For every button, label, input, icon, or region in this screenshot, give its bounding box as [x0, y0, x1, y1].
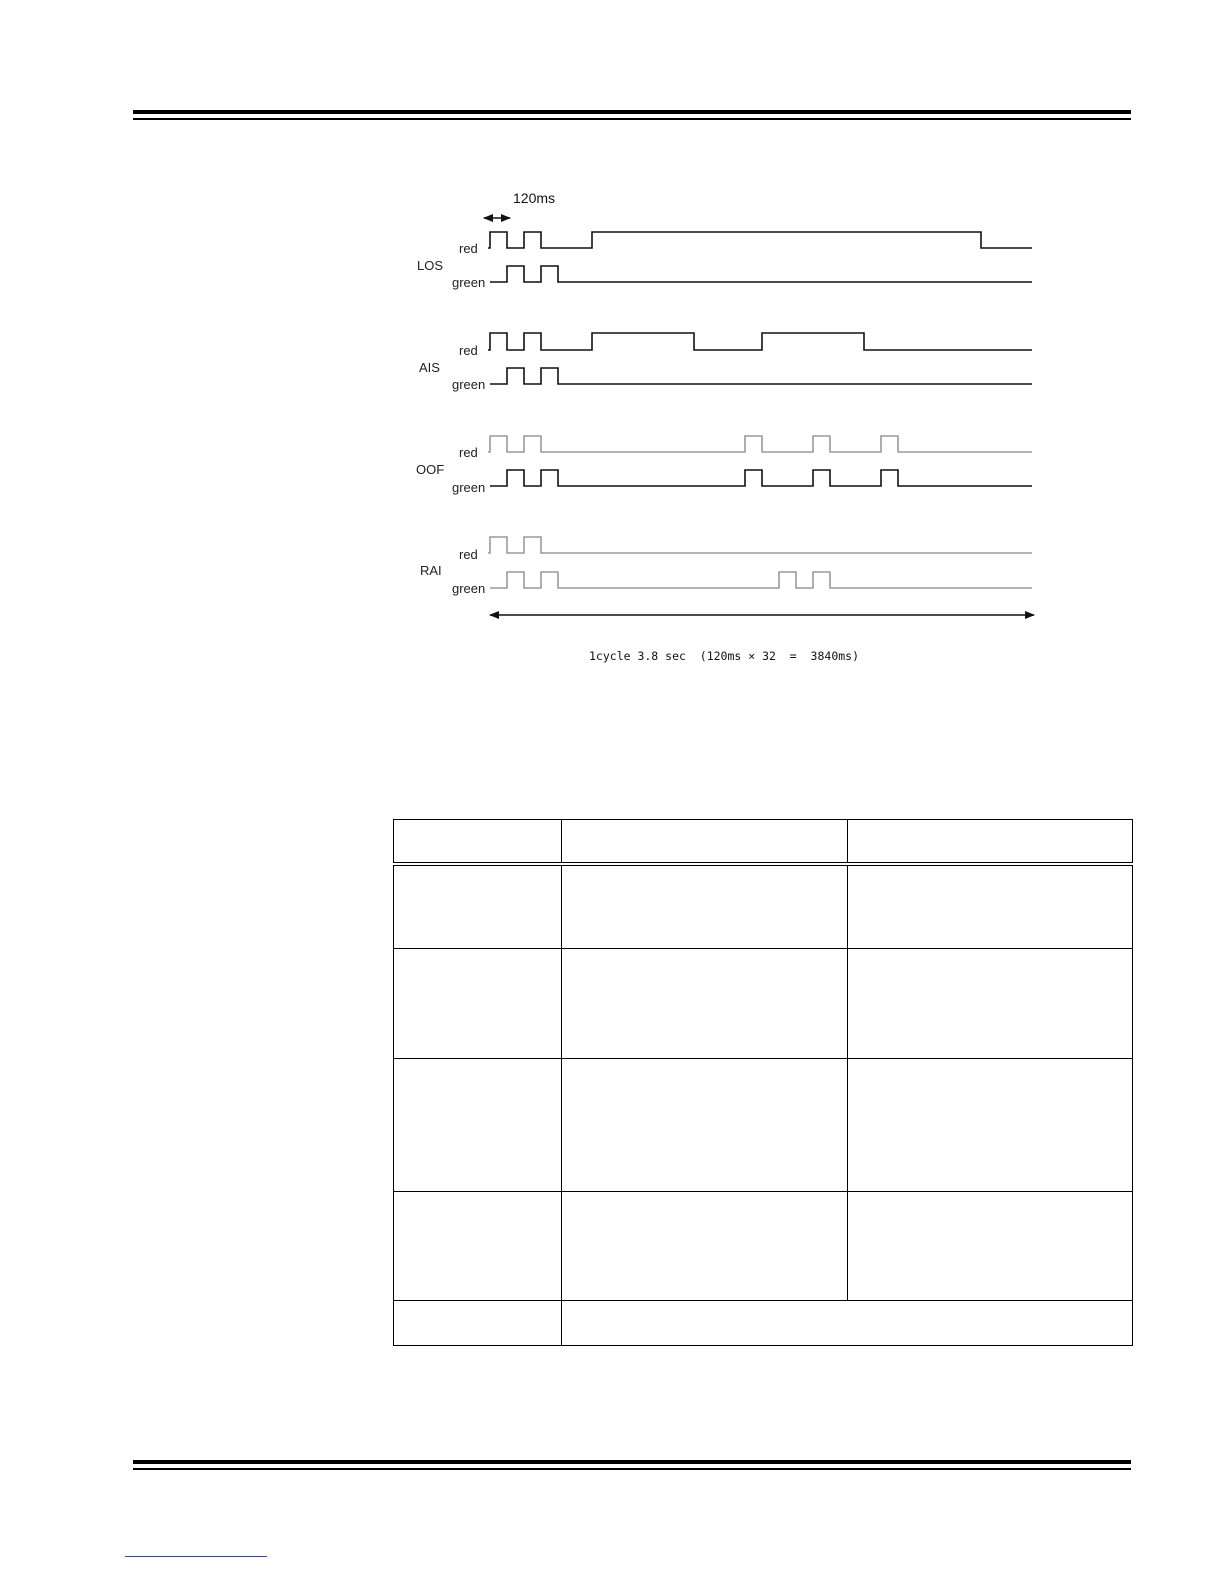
table-row — [394, 1058, 1133, 1191]
waveform-oof-red — [488, 436, 1032, 452]
table-cell — [848, 864, 1133, 948]
table-cell — [562, 948, 848, 1058]
table-cell — [394, 820, 562, 865]
signal-label-oof-green: green — [452, 480, 486, 495]
led-status-table — [393, 819, 1133, 1346]
footer-link-underline[interactable] — [125, 1556, 267, 1557]
signal-label-rai-red: red — [459, 547, 478, 562]
waveform-rai-red — [488, 537, 1032, 553]
table-row — [394, 1300, 1133, 1345]
period-label: 120ms — [513, 190, 556, 206]
waveform-oof-green — [490, 470, 1032, 486]
led-timing-diagram — [0, 0, 1224, 700]
waveform-los-red — [488, 232, 1032, 248]
signal-label-los-red: red — [459, 241, 478, 256]
table-row — [394, 864, 1133, 948]
table-cell — [848, 948, 1133, 1058]
group-label-ais: AIS — [419, 360, 440, 375]
table-cell — [394, 864, 562, 948]
table-cell — [562, 1191, 848, 1300]
waveform-ais-red — [488, 333, 1032, 350]
table-cell — [848, 1191, 1133, 1300]
table-cell — [562, 1300, 1133, 1345]
group-label-los: LOS — [417, 258, 444, 273]
signal-label-ais-green: green — [452, 377, 486, 392]
table-row — [394, 948, 1133, 1058]
signal-label-oof-red: red — [459, 445, 478, 460]
signal-label-rai-green: green — [452, 581, 486, 596]
table-cell — [848, 1058, 1133, 1191]
cycle-caption: 1cycle 3.8 sec (120ms × 32 = 3840ms) — [589, 649, 860, 663]
table-cell — [848, 820, 1133, 865]
table-cell — [394, 1191, 562, 1300]
table-cell — [394, 948, 562, 1058]
waveform-rai-green — [490, 572, 1032, 588]
table-cell — [562, 864, 848, 948]
table-header-row — [394, 820, 1133, 865]
signal-label-los-green: green — [452, 275, 486, 290]
table-cell — [562, 1058, 848, 1191]
footer-rule-thick — [133, 1460, 1131, 1464]
table-cell — [394, 1300, 562, 1345]
table-row — [394, 1191, 1133, 1300]
signal-label-ais-red: red — [459, 343, 478, 358]
footer-rule-thin — [133, 1468, 1131, 1470]
table-cell — [562, 820, 848, 865]
table-cell — [394, 1058, 562, 1191]
group-label-oof: OOF — [416, 462, 445, 477]
group-label-rai: RAI — [420, 563, 442, 578]
waveform-los-green — [490, 266, 1032, 282]
waveform-ais-green — [490, 368, 1032, 384]
